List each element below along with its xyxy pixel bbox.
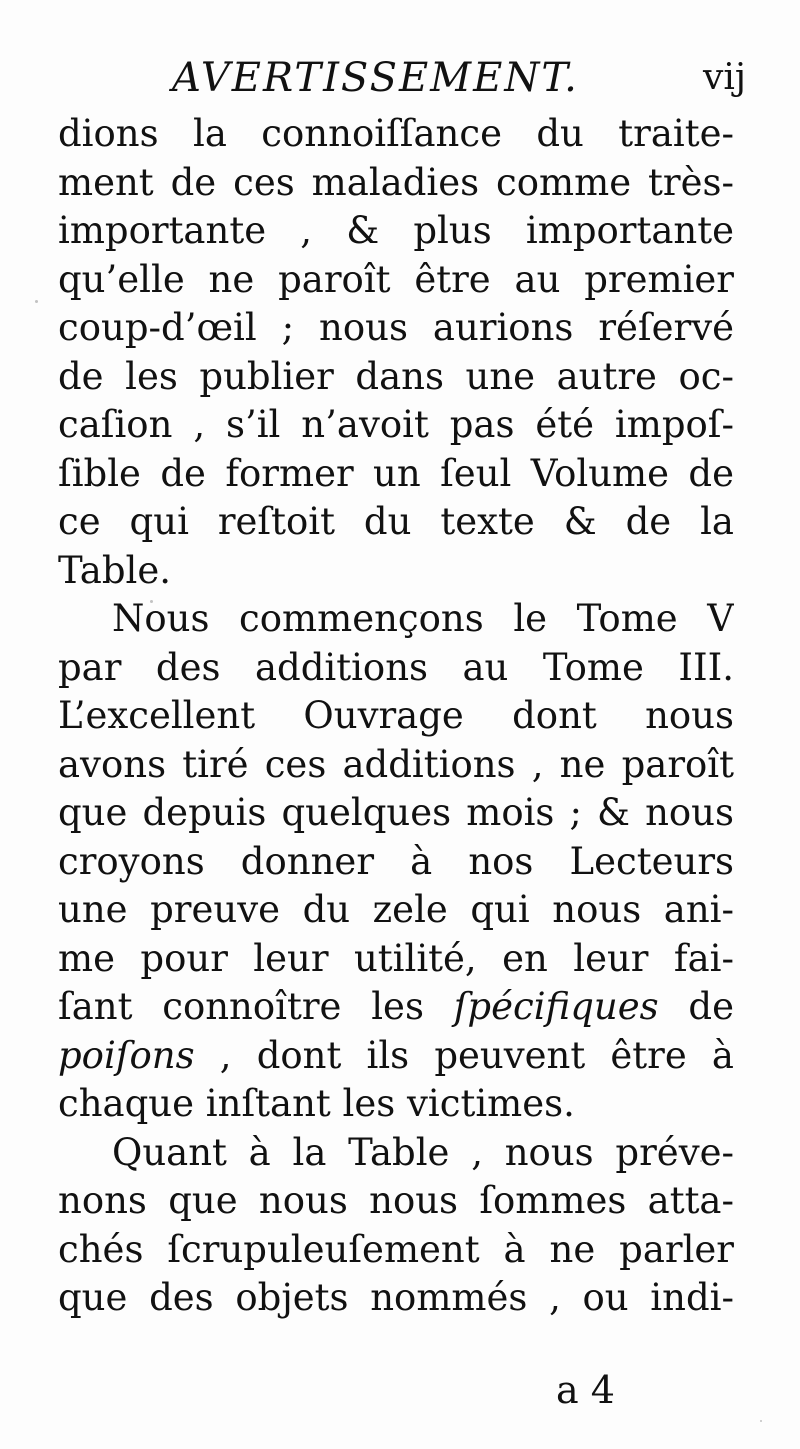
text-line: chaque inſtant les victimes. (58, 1082, 575, 1125)
text-line-with-italic (58, 1032, 734, 1081)
text-segment: , dont ils peuvent être à (194, 1033, 734, 1077)
scan-speck (760, 1420, 762, 1422)
paragraph-3 (58, 1129, 734, 1323)
text-line: que depuis quelques mois ; & nous (58, 791, 734, 834)
signature-mark: a 4 (556, 1368, 615, 1412)
text-line: nons que nous nous ſommes atta- (58, 1179, 734, 1222)
text-line: avons tiré ces additions , ne paroît (58, 742, 734, 786)
text-line: dions la connoiſſance du traite- (58, 112, 734, 155)
scan-speck (700, 1160, 702, 1162)
text-line: Quant à la Table , nous préve- (112, 1130, 734, 1174)
text-line: chés ſcrupuleuſement à ne parler (58, 1227, 734, 1271)
page-number: vij (702, 57, 746, 98)
text-line: ment de ces maladies comme très- (58, 160, 734, 204)
text-line: que des objets nommés , ou indi- (58, 1276, 734, 1319)
text-line: de les publier dans une autre oc- (58, 354, 734, 398)
scan-speck (420, 612, 422, 614)
scan-speck (35, 300, 38, 303)
text-line: qu’elle ne paroît être au premier (58, 257, 734, 301)
text-line: ſible de former un ſeul Volume de (58, 451, 734, 495)
text-line: par des additions au Tome III. (58, 645, 734, 689)
text-line-with-italic (58, 983, 734, 1032)
text-line: Table. (58, 548, 172, 592)
scan-speck (150, 600, 153, 603)
paragraph-2 (58, 595, 734, 1129)
text-segment: de (658, 985, 734, 1028)
text-line: Nous commençons le Tome V (112, 597, 734, 640)
text-line: une preuve du zele qui nous ani- (58, 888, 734, 931)
italic-term: ſpécifiques (453, 985, 659, 1028)
paragraph-1 (58, 110, 734, 595)
text-line: croyons donner à nos Lecteurs (58, 839, 734, 883)
text-line: ce qui reſtoit du texte & de la (58, 500, 734, 543)
page-header (60, 50, 760, 106)
text-segment: ſant connoître les (58, 985, 424, 1028)
italic-term: poiſons (58, 1033, 195, 1077)
text-line: me pour leur utilité, en leur fai- (58, 936, 734, 980)
text-line: caſion , s’il n’avoit pas été impoſ- (58, 403, 734, 446)
text-line: coup-d’œil ; nous aurions réſervé (58, 306, 734, 349)
running-head: AVERTISSEMENT. (172, 55, 579, 101)
text-line: importante , & plus importante (58, 209, 734, 252)
body-text (58, 110, 734, 1323)
text-line: L’excellent Ouvrage dont nous (58, 694, 734, 737)
